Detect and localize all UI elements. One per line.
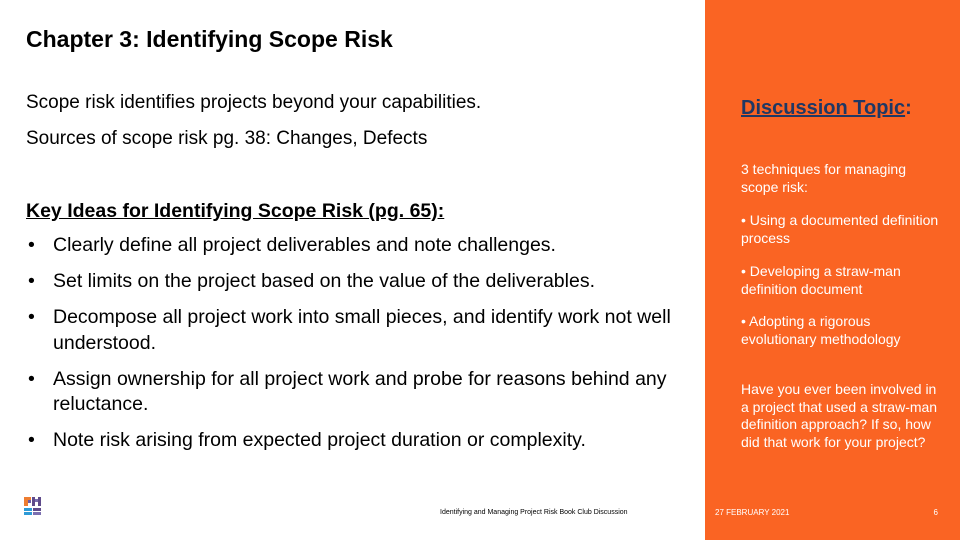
key-idea-text: Decompose all project work into small pieces, and identify work not well understood. [53, 306, 671, 354]
key-idea-item [26, 269, 698, 295]
intro-line-1: Scope risk identifies projects beyond your capabilities. [26, 92, 482, 113]
discussion-topic-heading [741, 96, 912, 121]
intro-line-2: Sources of scope risk pg. 38: Changes, Defects [26, 128, 428, 149]
bullet: • [28, 429, 35, 451]
footer-title: Identifying and Managing Project Risk Book Club Discussion [440, 509, 628, 516]
technique-item: • Adopting a rigorous evolutionary methodology [741, 313, 901, 347]
bullet: • [28, 367, 35, 390]
key-idea-item [26, 305, 698, 356]
key-ideas-heading: Key Ideas for Identifying Scope Risk (pg. 65): [26, 200, 445, 222]
discussion-topic-link[interactable]: Discussion Topic [741, 97, 906, 119]
key-idea-text: Assign ownership for all project work and probe for reasons behind any reluctance. [53, 367, 667, 415]
techniques-intro: 3 techniques for managing scope risk: [741, 161, 906, 195]
key-idea-item [26, 367, 698, 418]
key-idea-item [26, 233, 698, 259]
page-number: 6 [933, 508, 938, 517]
key-ideas-list [26, 233, 698, 464]
bullet: • [28, 306, 35, 328]
discussion-question: Have you ever been involved in a project that used a straw-man definition approach? If so, how did that work for your project? [741, 381, 938, 450]
bullet: • [28, 270, 35, 292]
technique-item: • Developing a straw-man definition document [741, 263, 901, 297]
bullet: • [28, 234, 35, 256]
technique-item: • Using a documented definition process [741, 212, 939, 246]
footer-date: 27 FEBRUARY 2021 [715, 508, 790, 517]
pmi-logo-icon [24, 497, 42, 516]
discussion-panel [705, 0, 960, 540]
key-idea-text: Clearly define all project deliverables and note challenges. [53, 234, 556, 256]
key-idea-text: Note risk arising from expected project duration or complexity. [53, 429, 586, 451]
key-idea-text: Set limits on the project based on the value of the deliverables. [53, 270, 595, 292]
key-idea-item [26, 428, 698, 454]
discussion-topic-colon: : [905, 97, 912, 119]
slide-title: Chapter 3: Identifying Scope Risk [26, 26, 393, 52]
